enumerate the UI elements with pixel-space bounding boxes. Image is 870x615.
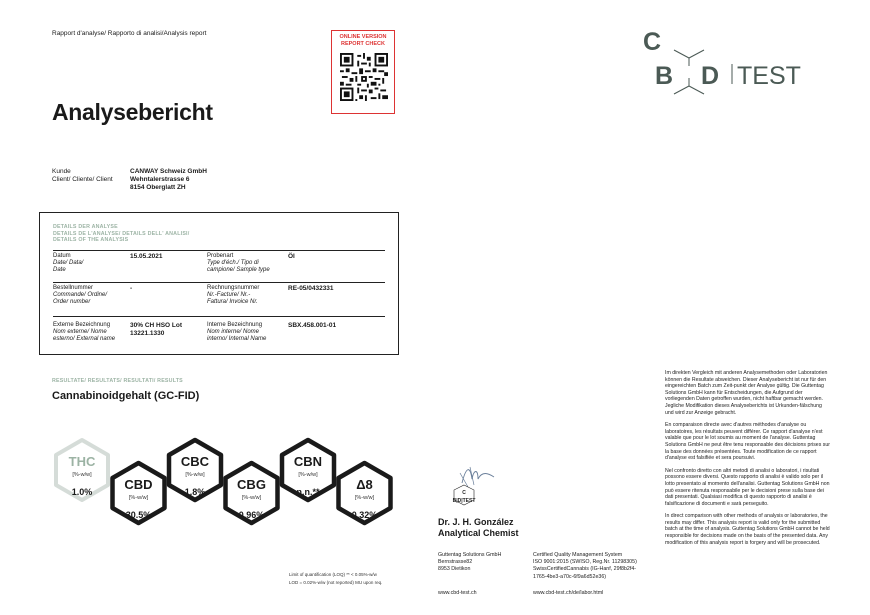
company-website-link[interactable]: www.cbd-test.ch xyxy=(438,590,477,596)
sample-type-label-translation: Type d'éch./ Tipo di campione/ Sample type xyxy=(207,260,270,273)
online-report-check[interactable] xyxy=(331,30,395,114)
disclaimer-it: Nel confronto diretto con altri metodi di analisi o laboratori, i risultati possono essere diversi. Questo rapporto di analisi è valido solo per il lotto presentato al momento dell'analisi. Guttentag Solutions GmbH non può essere ritenuta responsabile per le decisioni prese sulla base dei dati presentati. Qualsiasi modifica di questo rapporto di analisi è falsificazione di documenti e sarà perseguito. xyxy=(665,467,830,507)
logo-word-test: TEST xyxy=(737,62,801,90)
logo-letter-d: D xyxy=(701,62,720,90)
client-label xyxy=(52,168,113,184)
disclaimer-fr: En comparaison directe avec d'autres méthodes d'analyse ou laboratoires, les résultats peuvent différer. Ce rapport d'analyse n'est valable que pour le lot soumis au moment de l'analyse. Guttentag Solutions GmbH ne peut être tenu responsable des décisions prises sur la base des données présentées. Toute modification de ce rapport d'analyse est falsifiée et sera poursuivi. xyxy=(665,422,830,462)
signer-role: Analytical Chemist xyxy=(438,528,519,538)
sample-type-value: Öl xyxy=(288,253,295,260)
qr-code-icon[interactable] xyxy=(340,53,388,101)
cannabinoid-name: THC xyxy=(68,454,96,469)
report-type-line: Rapport d'analyse/ Rapporto di analisi/Analysis report xyxy=(52,30,207,37)
external-name-value: 30% CH HSO Lot 13221.1330 xyxy=(130,322,183,337)
cannabinoid-8-hexagon xyxy=(339,463,391,523)
cannabinoid-unit: [%-w/w] xyxy=(128,495,149,501)
svg-text:C: C xyxy=(462,490,466,496)
divider xyxy=(53,250,385,251)
cannabinoid-cbc-hexagon xyxy=(169,440,221,500)
logo-letter-b: B xyxy=(655,62,674,90)
page-title: Analysebericht xyxy=(52,99,213,125)
signature-stamp xyxy=(448,463,508,513)
disclaimer-en: In direct comparison with other methods of analysis or laboratories, the results may differ. This analysis report is valid only for the submitted batch at the time of analysis. Guttentag Solutions GmbH cannot be held responsible for decisions made on the basis of the presented data. Any modification of this analysis report is forgery and will be prosecuted. xyxy=(665,513,830,546)
cannabinoid-unit: [%-w/w] xyxy=(72,472,92,478)
date-label: Datum xyxy=(53,253,71,259)
details-heading xyxy=(53,224,189,244)
divider xyxy=(53,316,385,317)
company-address: Guttentag Solutions GmbH Bernstrasse82 8953 Dietikon xyxy=(438,552,502,573)
cannabinoid-unit: [%-w/w] xyxy=(298,472,318,478)
results-title: Cannabinoidgehalt (GC-FID) xyxy=(52,390,200,402)
cannabinoid-name: CBN xyxy=(293,454,323,469)
client-street: Wehntalerstrasse 6 xyxy=(130,176,190,183)
client-name: CANWAY Schweiz GmbH xyxy=(130,168,207,175)
internal-name-label: Interne Bezeichnung xyxy=(207,322,263,328)
cannabinoid-cbn-hexagon xyxy=(282,440,334,500)
cannabinoid-thc-hexagon xyxy=(56,440,108,500)
cannabinoid-value: n.n.** xyxy=(296,487,320,497)
cannabinoid-cbd-hexagon xyxy=(113,463,165,523)
logo-letter-c: C xyxy=(643,28,662,56)
qr-label: ONLINE VERSION REPORT CHECK xyxy=(339,34,387,47)
cbd-test-logo xyxy=(625,28,825,108)
client-address xyxy=(130,168,207,192)
invoice-number-label-translation: Nr.-Facture/ Nr.- Fattura/ Invoice Nr. xyxy=(207,292,258,305)
client-label-de: Kunde xyxy=(52,168,71,175)
external-name-label: Externe Bezeichnung xyxy=(53,322,111,328)
disclaimer xyxy=(665,370,830,552)
details-heading-line: DETAILS DER ANALYSE xyxy=(53,224,118,230)
loq-note: Limit of quantification (LOQ) ** < 0.05%-w/w LOD = 0.02%-w/w (not reported) MU upon req. xyxy=(289,572,383,585)
details-heading-line: DETAILS DE L'ANALYSE/ DETAILS DELL' ANALISI/ xyxy=(53,230,190,237)
cannabinoid-name: CBG xyxy=(237,477,266,492)
cannabinoid-hexagons xyxy=(40,430,400,535)
cannabinoid-value: 0.96% xyxy=(238,510,265,520)
cannabinoid-unit: [%-w/w] xyxy=(354,495,375,501)
quality-certification: Certified Quality Management System ISO 9001:2015 (SWISO, Reg.Nr. 11298305) SwissCertifiedCannabis (IG-Hanf, 29f8b2f4- 1765-4be3-a70c-6f9a6d52e36) xyxy=(533,552,637,580)
client-label-multi: Client/ Cliente/ Client xyxy=(52,176,113,183)
date-value: 15.05.2021 xyxy=(130,253,163,260)
results-heading: RESULTATE/ RESULTATS/ RESULTATI/ RESULTS xyxy=(52,378,183,384)
internal-name-value: SBX.458.001-01 xyxy=(288,322,337,329)
order-number-label: Bestellnummer xyxy=(53,285,94,291)
disclaimer-de: Im direkten Vergleich mit anderen Analysemethoden oder Laboratorien können die Resultate abweichen. Dieser Analysebericht ist nur für den eingereichten Batch zum Zeit-punkt der Analyse gültig. Die Guttentag Solutions GmbH kann für Entscheidungen, die Aufgrund der vorliegenden Daten getroffen wurden, nicht haftbar gemacht werden. Jegliche Modifikation dieses Analyseberichts ist Urkunden-fälschung und wird zur Anzeige gebracht. xyxy=(665,370,828,416)
sample-type-label: Probenart xyxy=(207,253,234,259)
invoice-number-value: RE-05/0432331 xyxy=(288,285,334,292)
cannabinoid-value: 0.32% xyxy=(351,510,378,520)
date-label-translation: Date/ Data/ Date xyxy=(53,260,84,273)
lab-website-link[interactable]: www.cbd-test.ch/de/labor.html xyxy=(533,590,604,596)
cannabinoid-name: Δ8 xyxy=(356,477,373,492)
divider xyxy=(53,282,385,283)
internal-name-label-translation: Nom interne/ Nome interno/ Internal Name xyxy=(207,329,267,342)
cannabinoid-cbg-hexagon xyxy=(226,463,278,523)
invoice-number-label: Rechnungsnummer xyxy=(207,285,260,291)
external-name-label-translation: Nom externe/ Nome esterno/ External name xyxy=(53,329,116,342)
cannabinoid-unit: [%-w/w] xyxy=(185,472,205,478)
svg-text:B|D|TEST: B|D|TEST xyxy=(452,498,476,504)
cannabinoid-name: CBD xyxy=(124,477,153,492)
cannabinoid-unit: [%-w/w] xyxy=(241,495,262,501)
details-heading-line: DETAILS OF THE ANALYSIS xyxy=(53,237,129,243)
order-number-label-translation: Commande/ Ordine/ Order number xyxy=(53,292,108,305)
order-number-value: - xyxy=(130,285,133,292)
signer-name: Dr. J. H. González xyxy=(438,517,514,527)
cannabinoid-name: CBC xyxy=(180,454,210,469)
cannabinoid-value: 30.5% xyxy=(125,510,152,520)
cannabinoid-value: 1.0% xyxy=(71,487,93,497)
client-city: 8154 Oberglatt ZH xyxy=(130,184,186,191)
cannabinoid-value: 1.8% xyxy=(184,487,206,497)
